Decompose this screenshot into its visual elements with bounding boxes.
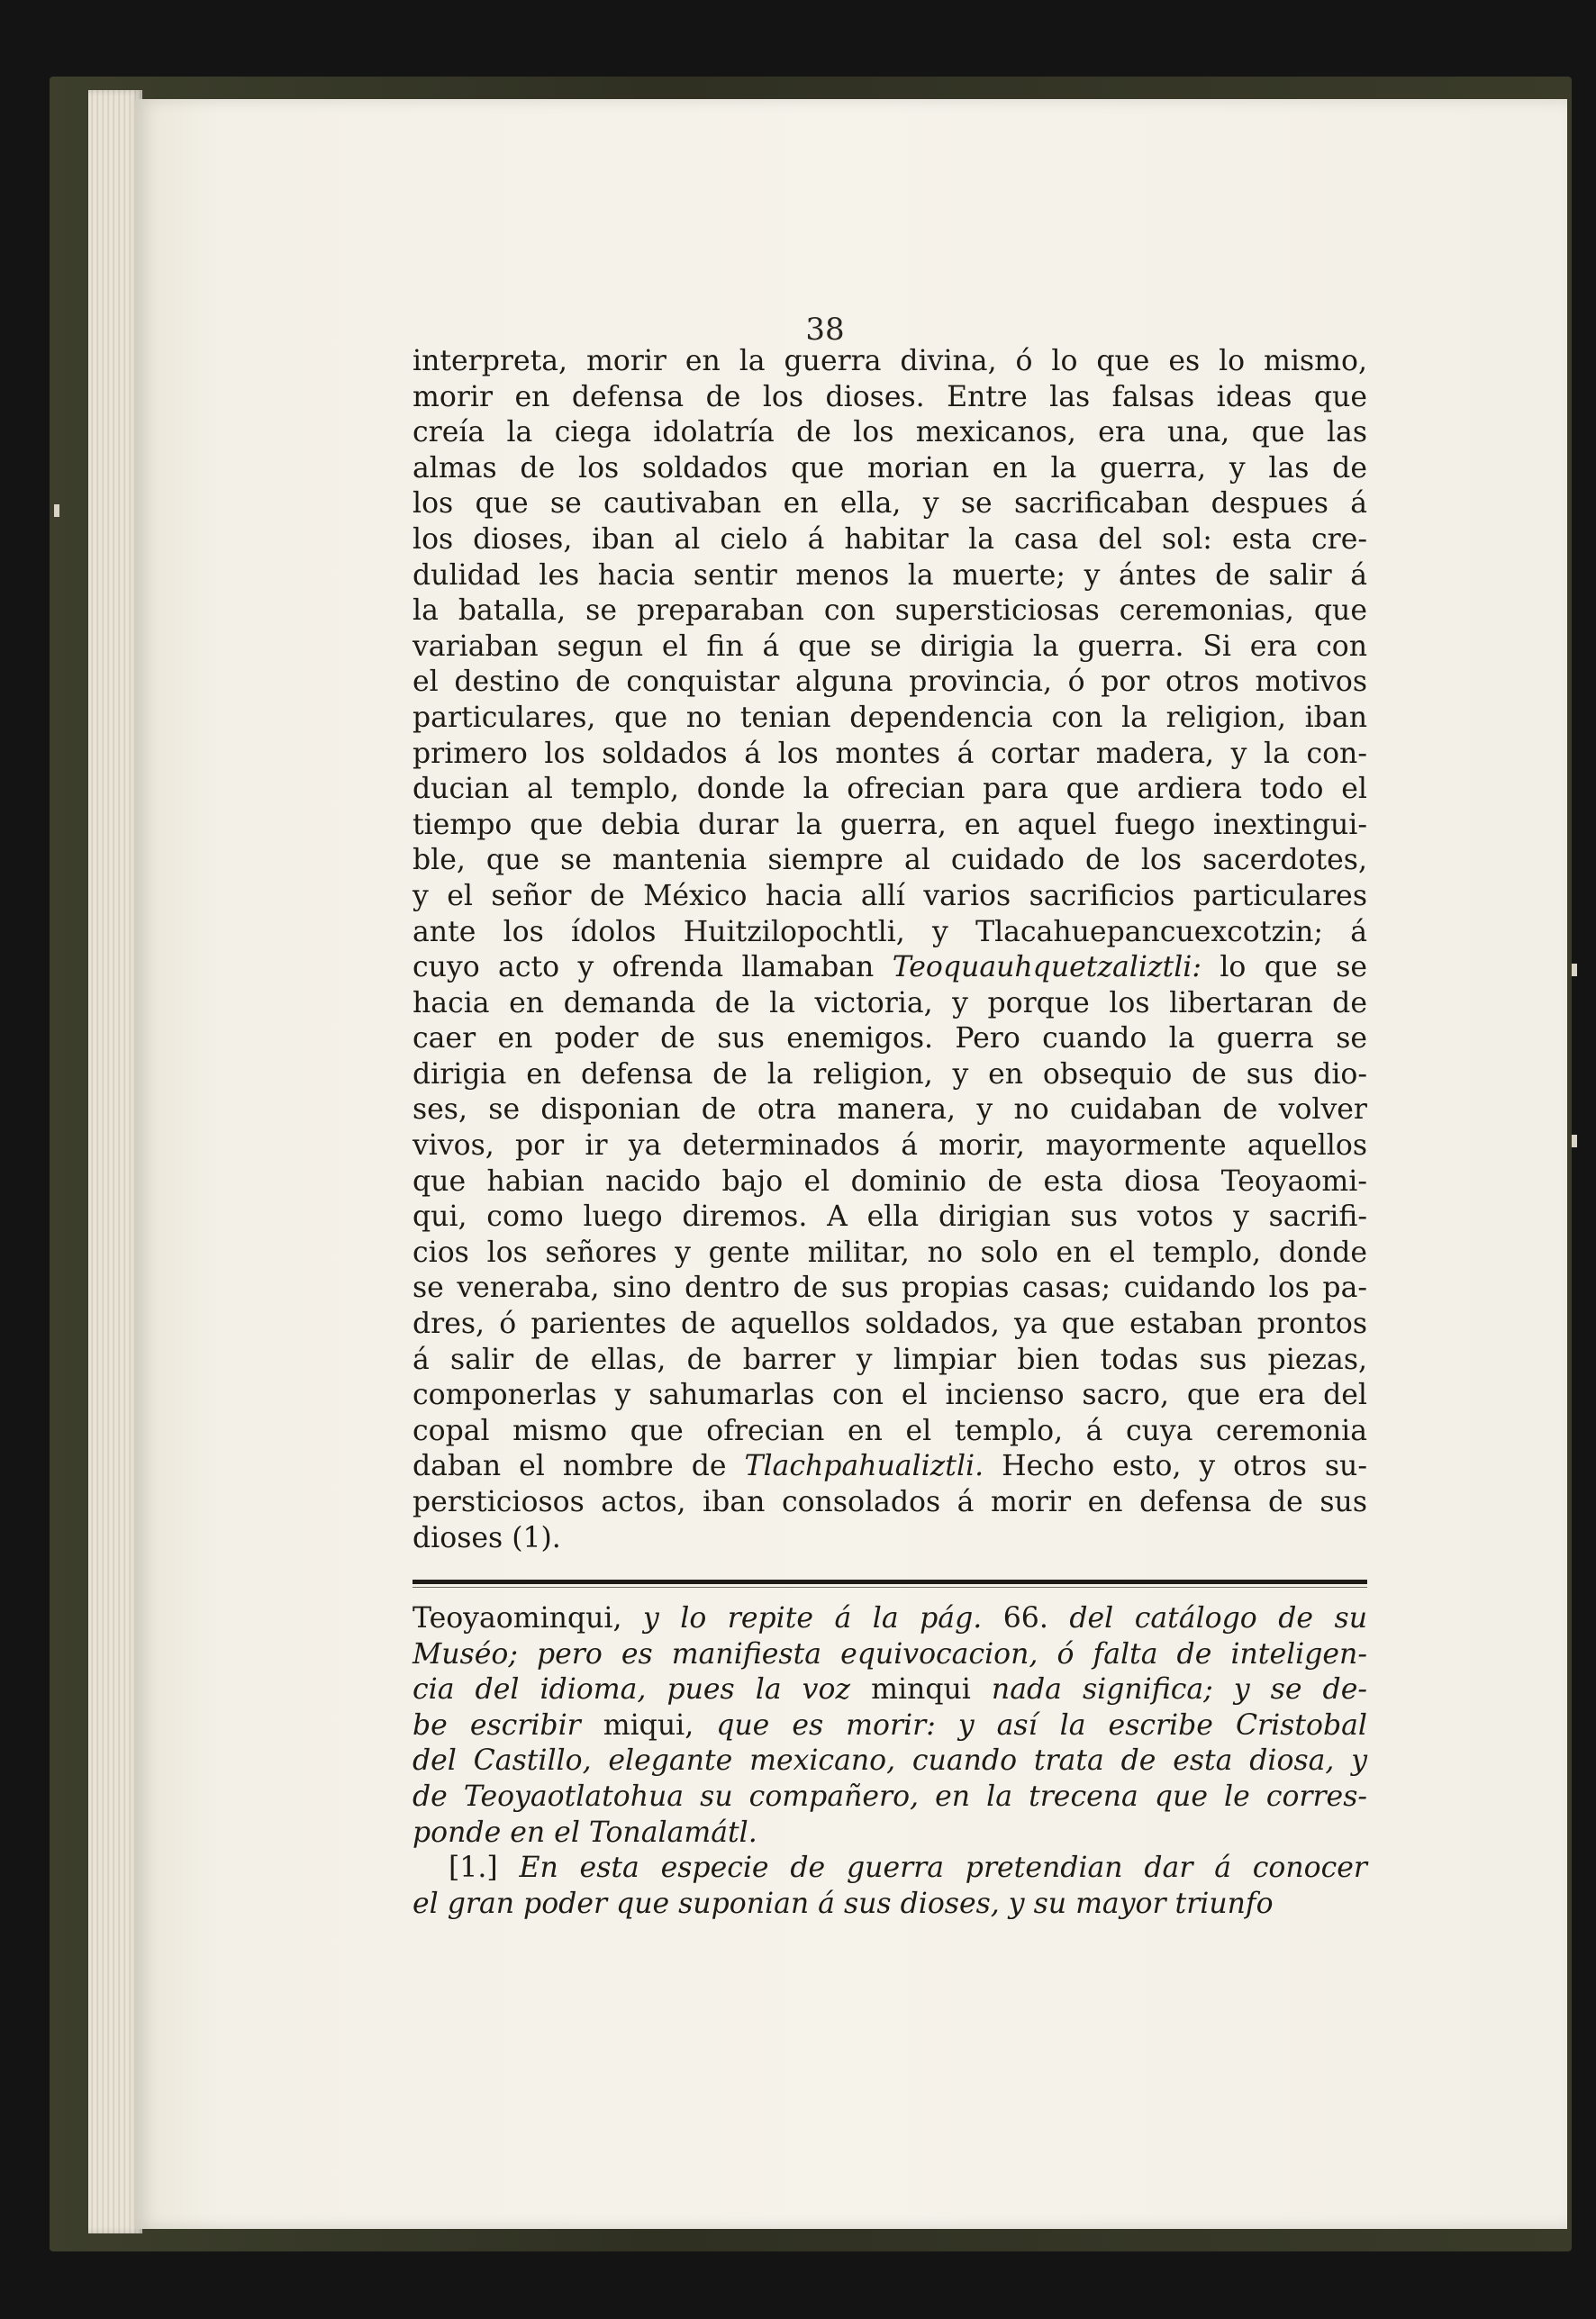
footnote-line xyxy=(413,1708,1367,1744)
text-run: los dioses, iban al cielo á habitar la casa del sol: esta cre- xyxy=(413,522,1367,556)
body-line xyxy=(413,1271,1367,1307)
text-run: Teoyaominqui, xyxy=(413,1602,643,1635)
italic-text: nada significa; y se de- xyxy=(991,1673,1367,1707)
italic-text: y lo repite á la pág. xyxy=(642,1602,983,1635)
body-line xyxy=(413,879,1367,915)
footnote-line xyxy=(413,1744,1367,1780)
italic-text: que es morir: y así la escribe Cristobal xyxy=(716,1708,1367,1742)
text-run: morir en defensa de los dioses. Entre las falsas ideas que xyxy=(413,380,1367,413)
footnotes xyxy=(413,1601,1367,1922)
text-run: tiempo que debia durar la guerra, en aquel fuego inextingui- xyxy=(413,808,1367,841)
italic-text: Muséo; pero es manifiesta equivocacion, ó falta de inteligen- xyxy=(413,1637,1367,1671)
body-line xyxy=(413,1128,1367,1164)
body-line xyxy=(413,1236,1367,1272)
footnote-rule xyxy=(413,1580,1367,1584)
text-run: creía la ciega idolatría de los mexicanos, era una, que las xyxy=(413,416,1367,449)
body-line xyxy=(413,415,1367,451)
body-line xyxy=(413,451,1367,487)
text-run: ducian al templo, donde la ofrecian para que ardiera todo el xyxy=(413,773,1367,806)
body-line xyxy=(413,1343,1367,1379)
text-run: cios los señores y gente militar, no solo en el templo, donde xyxy=(413,1236,1367,1269)
text-run: el destino de conquistar alguna provincia, ó por otros motivos xyxy=(413,666,1367,699)
binding-mark xyxy=(54,504,59,517)
page-number: 38 xyxy=(805,312,845,348)
footnote-line xyxy=(413,1601,1367,1637)
body-line xyxy=(413,950,1367,986)
text-run: particulares, que no tenian dependencia con la religion, iban xyxy=(413,701,1367,734)
footnote-line xyxy=(413,1637,1367,1673)
body-line xyxy=(413,522,1367,558)
footnote-line xyxy=(413,1887,1367,1923)
text-run: lo que se xyxy=(1201,951,1367,984)
body-line xyxy=(413,915,1367,951)
text-run: caer en poder de sus enemigos. Pero cuando la guerra se xyxy=(413,1022,1367,1055)
italic-text: En esta especie de guerra pretendian dar á conocer xyxy=(519,1852,1367,1885)
body-line xyxy=(413,665,1367,701)
body-line xyxy=(413,486,1367,522)
text-run: ante los ídolos Huitzilopochtli, y Tlacahuepancuexcotzin; á xyxy=(413,915,1367,948)
body-line xyxy=(413,843,1367,879)
text-run: la batalla, se preparaban con supersticiosas ceremonias, que xyxy=(413,594,1367,628)
body-line xyxy=(413,630,1367,666)
italic-text: cia del idioma, pues la voz xyxy=(413,1673,851,1707)
body-line xyxy=(413,1057,1367,1093)
text-run: hacia en demanda de la victoria, y porque los libertaran de xyxy=(413,986,1367,1019)
body-line xyxy=(413,808,1367,844)
body-line xyxy=(413,737,1367,773)
body-line xyxy=(413,1164,1367,1200)
text-run: qui, como luego diremos. A ella dirigian sus votos y sacrifi- xyxy=(413,1200,1367,1234)
body-line xyxy=(413,1449,1367,1485)
body-line xyxy=(413,558,1367,594)
italic-text: Tlachpahualiztli. xyxy=(744,1450,984,1483)
body-line xyxy=(413,1021,1367,1057)
text-run: primero los soldados á los montes á cortar madera, y la con- xyxy=(413,737,1367,770)
text-run: minqui xyxy=(850,1673,992,1707)
body-line xyxy=(413,701,1367,737)
text-run: daban el nombre de xyxy=(413,1450,745,1483)
text-run: ble, que se mantenia siempre al cuidado de los sacerdotes, xyxy=(413,844,1367,877)
body-line xyxy=(413,1092,1367,1128)
footnote-line xyxy=(413,1851,1367,1887)
text-run: miqui, xyxy=(580,1708,717,1742)
text-run: á salir de ellas, de barrer y limpiar bien todas sus piezas, xyxy=(413,1343,1367,1376)
text-run: dirigia en defensa de la religion, y en obsequio de sus dio- xyxy=(413,1057,1367,1091)
italic-text: de Teoyaotlatohua su compañero, en la trecena que le corres- xyxy=(413,1780,1367,1813)
body-line xyxy=(413,1307,1367,1343)
body-line xyxy=(413,1378,1367,1414)
text-run: se veneraba, sino dentro de sus propias casas; cuidando los pa- xyxy=(413,1272,1367,1305)
body-line xyxy=(413,772,1367,808)
text-run: y el señor de México hacia allí varios sacrificios particulares xyxy=(413,879,1367,912)
footnote-line xyxy=(413,1672,1367,1708)
binding-mark xyxy=(1572,1135,1577,1147)
text-run: [1.] xyxy=(449,1852,520,1885)
italic-text: be escribir xyxy=(413,1708,581,1742)
body-line xyxy=(413,1485,1367,1521)
body-line xyxy=(413,380,1367,416)
body-line xyxy=(413,593,1367,630)
text-run: persticiosos actos, iban consolados á morir en defensa de sus xyxy=(413,1486,1367,1518)
text-run: vivos, por ir ya determinados á morir, mayormente aquellos xyxy=(413,1129,1367,1163)
italic-text: el gran poder que suponian á sus dioses, y su mayor triunfo xyxy=(413,1887,1274,1920)
body-line xyxy=(413,1521,1367,1557)
text-run: almas de los soldados que morian en la guerra, y las de xyxy=(413,451,1367,485)
footnote-line xyxy=(413,1780,1367,1816)
text-run: interpreta, morir en la guerra divina, ó lo que es lo mismo, xyxy=(413,345,1367,377)
text-run: Hecho esto, y otros su- xyxy=(984,1450,1367,1483)
body-line xyxy=(413,1200,1367,1236)
text-run: variaban segun el fin á que se dirigia la guerra. Si era con xyxy=(413,630,1367,663)
body-text xyxy=(413,344,1367,1556)
text-run: dulidad les hacia sentir menos la muerte; y ántes de salir á xyxy=(413,558,1367,592)
text-run: ses, se disponian de otra manera, y no cuidaban de volver xyxy=(413,1093,1367,1127)
italic-text: del Castillo, elegante mexicano, cuando trata de esta diosa, y xyxy=(413,1744,1367,1778)
body-line xyxy=(413,344,1367,380)
italic-text: Teoquauhquetzaliztli: xyxy=(892,951,1202,984)
text-run: copal mismo que ofrecian en el templo, á cuya ceremonia xyxy=(413,1414,1367,1447)
body-line xyxy=(413,986,1367,1022)
text-run: que habian nacido bajo el dominio de esta diosa Teoyaomi- xyxy=(413,1164,1367,1198)
footnote-line xyxy=(413,1816,1367,1852)
text-run: cuyo acto y ofrenda llamaban xyxy=(413,951,893,984)
body-line xyxy=(413,1414,1367,1450)
binding-mark xyxy=(1572,964,1577,976)
footnote-rule-thin xyxy=(413,1587,1367,1588)
text-run: dres, ó parientes de aquellos soldados, ya que estaban prontos xyxy=(413,1308,1367,1341)
text-run: dioses (1). xyxy=(413,1521,561,1554)
italic-text: ponde en el Tonalamátl. xyxy=(413,1816,757,1849)
page-edges xyxy=(88,90,142,2233)
text-run: 66. xyxy=(982,1602,1070,1635)
text-run: los que se cautivaban en ella, y se sacrificaban despues á xyxy=(413,487,1367,521)
italic-text: del catálogo de su xyxy=(1069,1602,1367,1635)
text-run: componerlas y sahumarlas con el incienso sacro, que era del xyxy=(413,1379,1367,1412)
